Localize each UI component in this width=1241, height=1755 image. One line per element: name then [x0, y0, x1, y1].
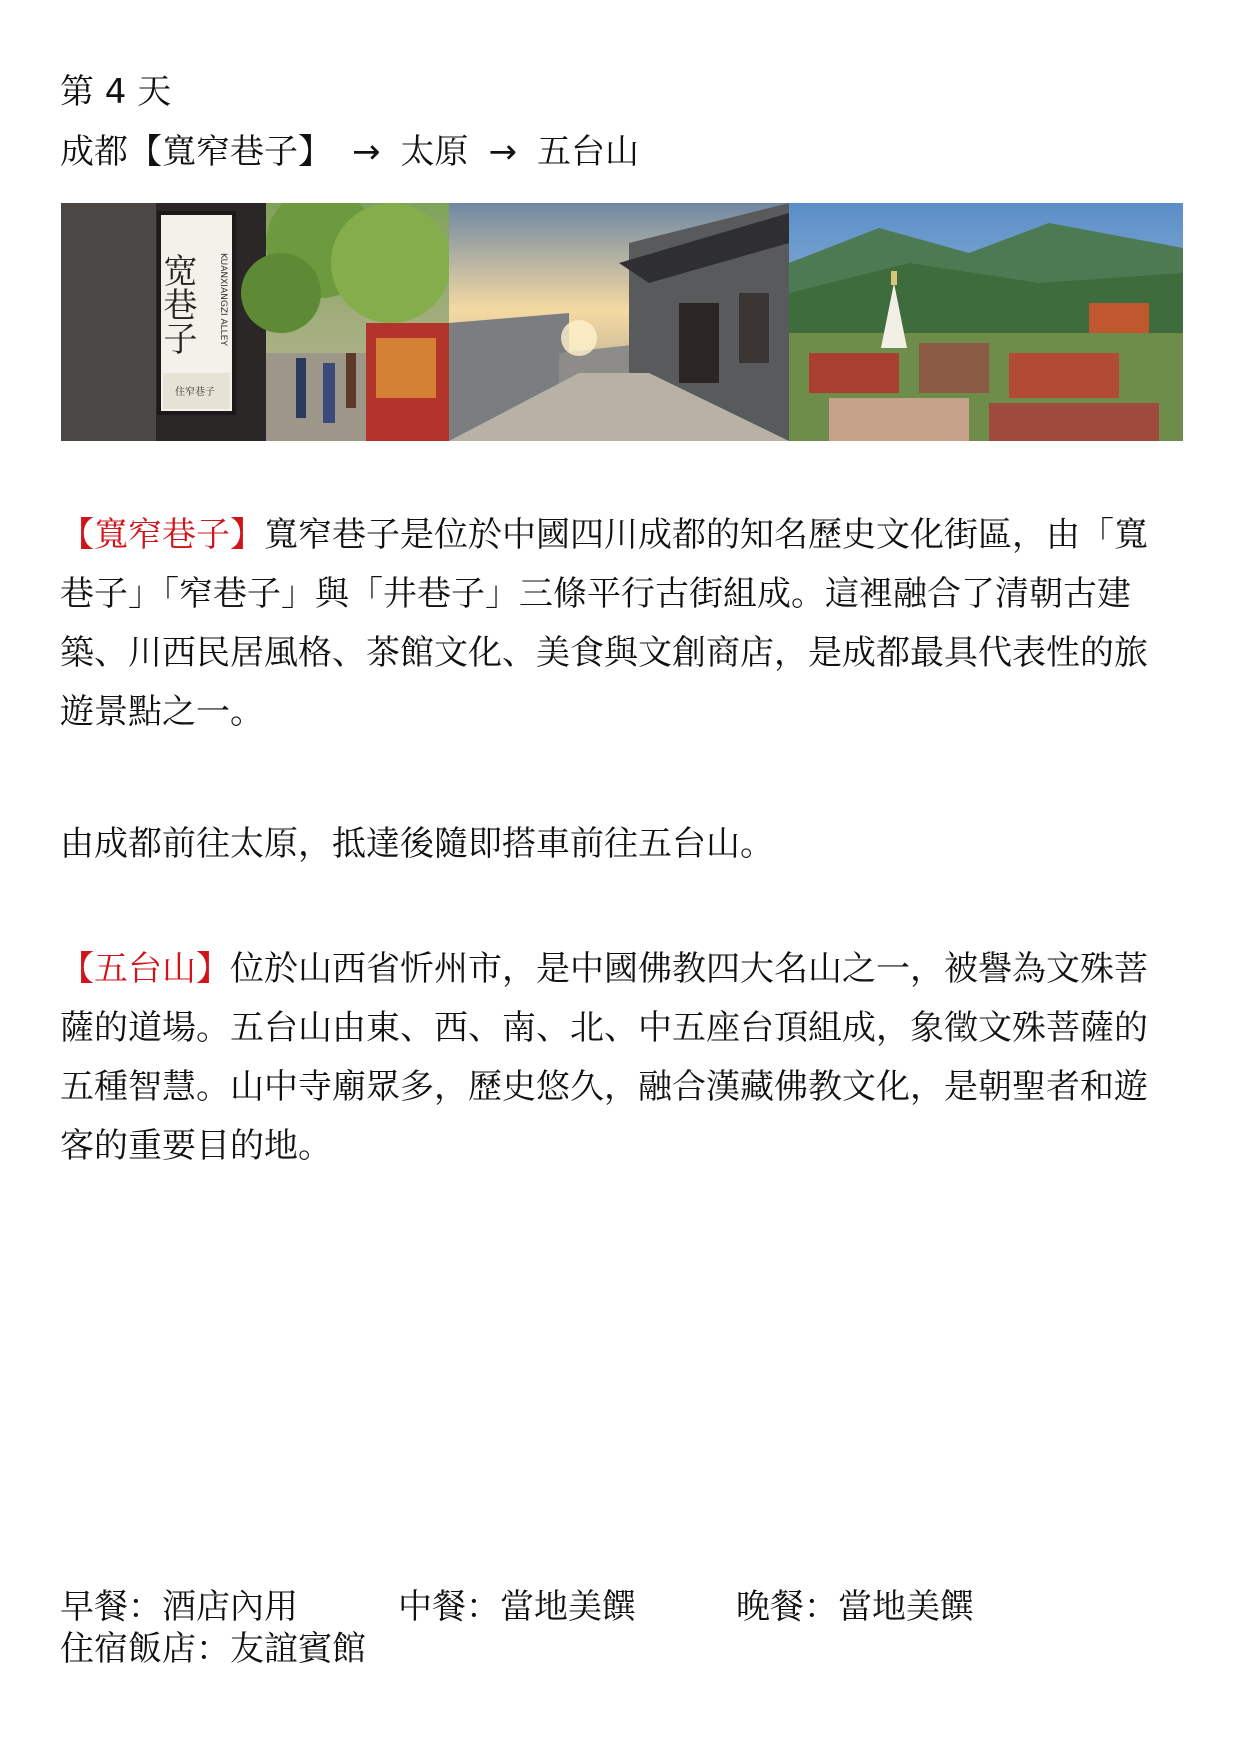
photo-banner — [61, 203, 1183, 441]
meal-breakfast: 早餐：酒店內用 — [60, 1587, 298, 1627]
meal-dinner: 晚餐：當地美饌 — [736, 1587, 974, 1627]
sign-small: 住窄巷子 — [175, 387, 215, 398]
title-wutaishan: 【五台山】 — [60, 949, 230, 989]
sign-english: KUANXIANGZI ALLEY — [218, 253, 228, 346]
route-stop-chengdu: 成都【寬窄巷子】 — [60, 132, 332, 172]
paragraph-transfer — [60, 815, 1170, 874]
paragraph-wutaishan — [60, 940, 1170, 1176]
paragraph-kuanzhai — [60, 506, 1170, 742]
meals-line — [60, 1586, 974, 1628]
route-line — [60, 128, 639, 176]
day-label: 第 4 天 — [60, 72, 172, 112]
meal-lunch: 中餐：當地美饌 — [398, 1587, 636, 1627]
text-transfer: 由成都前往太原，抵達後隨即搭車前往五台山。 — [60, 824, 774, 864]
route-arrow-2: → — [488, 132, 517, 172]
route-stop-wutaishan: 五台山 — [537, 132, 639, 172]
text-kuanzhai: 寬窄巷子是位於中國四川成都的知名歷史文化街區，由「寬巷子」「窄巷子」與「井巷子」三條平行古街組成。這裡融合了清朝古建築、川西民居風格、茶館文化、美食與文創商店，是成都最具代表性的旅遊景點之一。 — [60, 515, 1148, 732]
title-kuanzhai: 【寬窄巷子】 — [60, 515, 264, 555]
route-stop-taiyuan: 太原 — [400, 132, 469, 172]
sign-chinese: 宽巷子 — [157, 253, 197, 355]
text-wutaishan: 位於山西省忻州市，是中國佛教四大名山之一，被譽為文殊菩薩的道場。五台山由東、西、南、北、中五座台頂組成，象徵文殊菩薩的五種智慧。山中寺廟眾多，歷史悠久，融合漢藏佛教文化，是朝聖者和遊客的重要目的地。 — [60, 949, 1148, 1166]
photo-kuanzhai-alley — [61, 203, 451, 441]
photo-wutai-mountain — [789, 203, 1183, 441]
photo-ancient-street — [449, 203, 789, 441]
route-arrow-1: → — [352, 132, 381, 172]
hotel-line: 住宿飯店：友誼賓館 — [60, 1629, 366, 1669]
